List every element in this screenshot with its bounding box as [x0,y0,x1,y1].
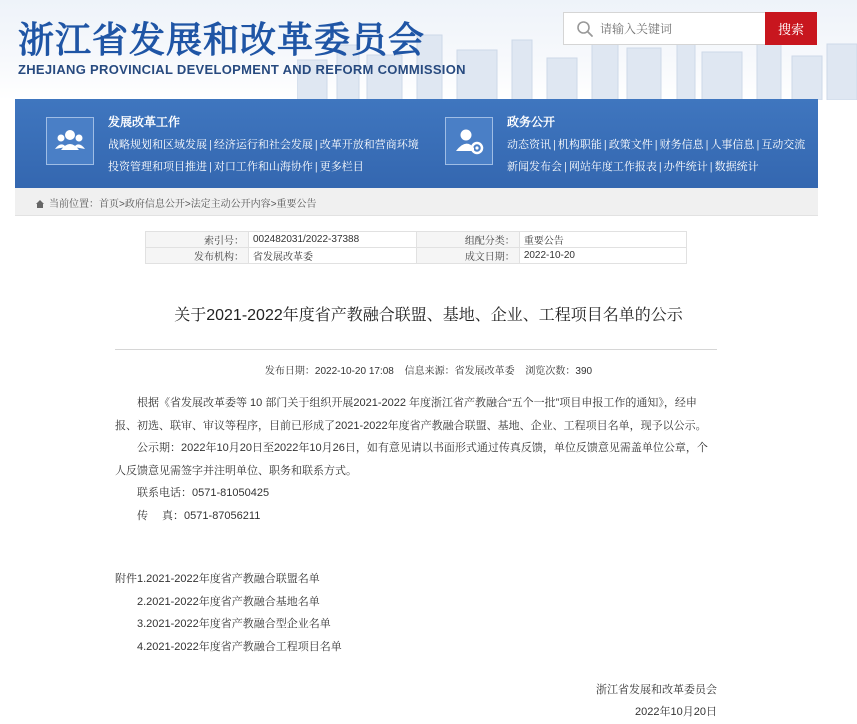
site-title-english: ZHEJIANG PROVINCIAL DEVELOPMENT AND REFORM COMMISSION [18,62,466,77]
attachment-item[interactable]: 4.2021-2022年度省产教融合工程项目名单 [137,640,342,653]
view-count: 浏览次数：390 [525,366,593,377]
main-nav [15,99,818,188]
nav-link-cooperation[interactable]: 对口工作和山海协作 [213,161,313,173]
nav-link-case-stats[interactable]: 办件统计 [663,161,708,173]
breadcrumb-statutory[interactable]: 法定主动公开内容 [190,199,271,210]
nav-links-reform-row2 [108,158,364,174]
separator: | [209,161,212,173]
meta-row [146,248,687,264]
breadcrumb-prefix: 当前位置： [49,199,99,210]
nav-link-policy[interactable]: 政策文件 [608,139,653,151]
signature-org: 浙江省发展和改革委员会 [596,684,717,696]
nav-link-reform-open[interactable]: 改革开放和营商环境 [319,139,419,151]
nav-links-public-row1 [507,136,805,152]
nav-section-public [445,99,815,188]
nav-link-interaction[interactable]: 互动交流 [761,139,806,151]
search-button[interactable]: 搜索 [765,12,817,45]
breadcrumb-bar [15,188,818,216]
nav-link-annual-report[interactable]: 网站年度工作报表 [568,161,657,173]
nav-link-economy[interactable]: 经济运行和社会发展 [213,139,313,151]
category-label: 组配分类： [416,232,519,248]
signature-date: 2022年10月20日 [635,706,717,718]
date-label: 成文日期： [416,248,519,264]
breadcrumb: 当前位置：首页>政府信息公开>法定主动公开内容>重要公告 [35,195,317,210]
contact-phone: 联系电话：0571-81050425 [137,487,270,499]
nav-link-personnel[interactable]: 人事信息 [710,139,755,151]
index-value: 002482031/2022-37388 [248,232,416,248]
nav-link-strategy[interactable]: 战略规划和区域发展 [108,139,207,151]
nav-link-data-stats[interactable]: 数据统计 [714,161,759,173]
site-title: 浙江省发展和改革委员会 [18,20,426,61]
publish-info [0,362,857,377]
paragraph-intro: 根据《省发展改革委等 10 部门关于组织开展2021-2022 年度浙江省产教融合“五个一批”项目申报工作的通知》，经申报、初选、联审、审议等程序，目前已形成了2021-2022年度省产教融合联盟、基地、企业、工程项目名单，现予以公示。 [115,397,707,432]
separator: | [654,139,658,151]
nav-links-public-row2 [507,158,759,174]
article-body [115,392,715,527]
date-value: 2022-10-20 [519,248,686,264]
index-label: 索引号： [146,232,249,248]
nav-link-investment[interactable]: 投资管理和项目推进 [108,161,207,173]
nav-links-reform-row1 [108,136,419,152]
title-divider [115,349,717,350]
nav-heading-reform[interactable]: 发展改革工作 [108,115,181,129]
separator: | [209,139,212,151]
org-label: 发布机构： [146,248,249,264]
breadcrumb-gov-info[interactable]: 政府信息公开 [124,199,185,210]
nav-link-functions[interactable]: 机构职能 [557,139,602,151]
people-group-icon [46,117,94,165]
nav-link-finance[interactable]: 财务信息 [659,139,704,151]
org-value: 省发展改革委 [248,248,416,264]
search-box [563,12,766,45]
attachment-item[interactable]: 2.2021-2022年度省产教融合基地名单 [137,595,320,608]
info-source: 信息来源：省发展改革委 [404,366,515,377]
separator: | [553,139,556,151]
attachment-item[interactable]: 3.2021-2022年度省产教融合型企业名单 [137,618,331,630]
separator: | [709,161,713,173]
separator: | [756,139,760,151]
separator: | [603,139,607,151]
paragraph-notice-period: 公示期：2022年10月20日至2022年10月26日，如有意见请以书面形式通过传真反馈，单位反馈意见需盖单位公章，个人反馈意见需签字并注明单位、职务和联系方式。 [115,442,708,477]
attachments-list [115,568,715,658]
separator: | [658,161,662,173]
site-header [0,0,857,100]
search-bar [563,12,817,45]
attachment-item[interactable]: 附件1.2021-2022年度省产教融合联盟名单 [115,573,320,585]
home-icon [35,199,45,209]
contact-fax: 传 真：0571-87056211 [137,509,261,522]
separator: | [314,161,318,173]
meta-row [146,232,687,248]
nav-heading-public[interactable]: 政务公开 [507,115,556,129]
separator: | [705,139,709,151]
user-gear-icon [445,117,493,165]
category-value: 重要公告 [519,232,686,248]
nav-link-news[interactable]: 动态资讯 [507,139,551,151]
nav-link-more[interactable]: 更多栏目 [319,161,364,173]
search-input[interactable] [600,13,760,44]
nav-section-reform [46,99,436,188]
article-title: 关于2021-2022年度省产教融合联盟、基地、企业、工程项目名单的公示 [174,307,683,324]
breadcrumb-announcements[interactable]: 重要公告 [276,199,317,210]
publish-date: 发布日期：2022-10-20 17:08 [264,366,394,377]
document-meta-table [145,231,687,264]
nav-link-press[interactable]: 新闻发布会 [507,161,562,173]
separator: | [564,161,567,173]
search-icon [576,20,594,38]
separator: | [314,139,318,151]
breadcrumb-home[interactable]: 首页 [99,199,119,210]
signature-block [596,679,717,723]
